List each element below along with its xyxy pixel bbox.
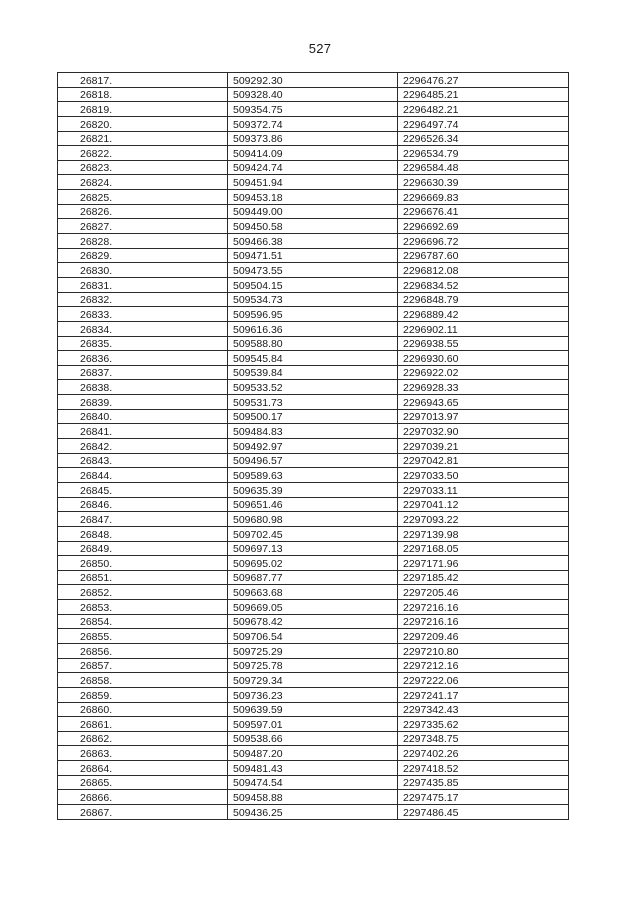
point-number-cell: 26841. [58, 424, 228, 439]
x-coordinate-cell: 509616.36 [228, 321, 398, 336]
y-coordinate-cell: 2296526.34 [398, 131, 569, 146]
x-coordinate-cell: 509669.05 [228, 600, 398, 615]
point-number-cell: 26819. [58, 102, 228, 117]
coordinates-table [57, 72, 569, 820]
y-coordinate-cell: 2296482.21 [398, 102, 569, 117]
point-number-cell: 26832. [58, 292, 228, 307]
table-row [58, 380, 569, 395]
table-row [58, 190, 569, 205]
point-number-cell: 26817. [58, 73, 228, 88]
x-coordinate-cell: 509373.86 [228, 131, 398, 146]
y-coordinate-cell: 2296692.69 [398, 219, 569, 234]
table-row [58, 439, 569, 454]
x-coordinate-cell: 509635.39 [228, 482, 398, 497]
point-number-cell: 26829. [58, 248, 228, 263]
y-coordinate-cell: 2296676.41 [398, 204, 569, 219]
table-row [58, 424, 569, 439]
point-number-cell: 26857. [58, 658, 228, 673]
y-coordinate-cell: 2296787.60 [398, 248, 569, 263]
y-coordinate-cell: 2297216.16 [398, 614, 569, 629]
y-coordinate-cell: 2296848.79 [398, 292, 569, 307]
point-number-cell: 26842. [58, 439, 228, 454]
y-coordinate-cell: 2297093.22 [398, 512, 569, 527]
point-number-cell: 26847. [58, 512, 228, 527]
point-number-cell: 26863. [58, 746, 228, 761]
table-row [58, 160, 569, 175]
x-coordinate-cell: 509639.59 [228, 702, 398, 717]
point-number-cell: 26828. [58, 234, 228, 249]
x-coordinate-cell: 509292.30 [228, 73, 398, 88]
table-row [58, 643, 569, 658]
x-coordinate-cell: 509687.77 [228, 570, 398, 585]
y-coordinate-cell: 2297032.90 [398, 424, 569, 439]
point-number-cell: 26827. [58, 219, 228, 234]
x-coordinate-cell: 509678.42 [228, 614, 398, 629]
table-row [58, 556, 569, 571]
x-coordinate-cell: 509474.54 [228, 775, 398, 790]
point-number-cell: 26846. [58, 497, 228, 512]
x-coordinate-cell: 509596.95 [228, 307, 398, 322]
x-coordinate-cell: 509473.55 [228, 263, 398, 278]
table-row [58, 731, 569, 746]
table-row [58, 717, 569, 732]
table-row [58, 321, 569, 336]
point-number-cell: 26840. [58, 409, 228, 424]
table-row [58, 365, 569, 380]
table-row [58, 248, 569, 263]
x-coordinate-cell: 509539.84 [228, 365, 398, 380]
x-coordinate-cell: 509354.75 [228, 102, 398, 117]
x-coordinate-cell: 509414.09 [228, 146, 398, 161]
page-number: 527 [308, 41, 332, 56]
x-coordinate-cell: 509589.63 [228, 468, 398, 483]
table-row [58, 175, 569, 190]
x-coordinate-cell: 509651.46 [228, 497, 398, 512]
table-row [58, 307, 569, 322]
y-coordinate-cell: 2296930.60 [398, 351, 569, 366]
x-coordinate-cell: 509663.68 [228, 585, 398, 600]
y-coordinate-cell: 2297335.62 [398, 717, 569, 732]
table-row [58, 292, 569, 307]
table-row [58, 761, 569, 776]
x-coordinate-cell: 509725.29 [228, 643, 398, 658]
table-row [58, 73, 569, 88]
table-row [58, 702, 569, 717]
x-coordinate-cell: 509702.45 [228, 526, 398, 541]
point-number-cell: 26854. [58, 614, 228, 629]
x-coordinate-cell: 509545.84 [228, 351, 398, 366]
table-row [58, 805, 569, 820]
y-coordinate-cell: 2296584.48 [398, 160, 569, 175]
y-coordinate-cell: 2296902.11 [398, 321, 569, 336]
y-coordinate-cell: 2297171.96 [398, 556, 569, 571]
x-coordinate-cell: 509680.98 [228, 512, 398, 527]
point-number-cell: 26821. [58, 131, 228, 146]
x-coordinate-cell: 509736.23 [228, 687, 398, 702]
x-coordinate-cell: 509533.52 [228, 380, 398, 395]
point-number-cell: 26866. [58, 790, 228, 805]
y-coordinate-cell: 2297216.16 [398, 600, 569, 615]
point-number-cell: 26843. [58, 453, 228, 468]
y-coordinate-cell: 2297475.17 [398, 790, 569, 805]
y-coordinate-cell: 2297139.98 [398, 526, 569, 541]
x-coordinate-cell: 509484.83 [228, 424, 398, 439]
table-row [58, 775, 569, 790]
x-coordinate-cell: 509481.43 [228, 761, 398, 776]
x-coordinate-cell: 509451.94 [228, 175, 398, 190]
y-coordinate-cell: 2297486.45 [398, 805, 569, 820]
table-row [58, 600, 569, 615]
table-row [58, 219, 569, 234]
table-row [58, 482, 569, 497]
x-coordinate-cell: 509458.88 [228, 790, 398, 805]
table-row [58, 687, 569, 702]
y-coordinate-cell: 2297033.50 [398, 468, 569, 483]
x-coordinate-cell: 509725.78 [228, 658, 398, 673]
point-number-cell: 26844. [58, 468, 228, 483]
table-row [58, 234, 569, 249]
x-coordinate-cell: 509466.38 [228, 234, 398, 249]
y-coordinate-cell: 2297212.16 [398, 658, 569, 673]
table-row [58, 629, 569, 644]
y-coordinate-cell: 2297033.11 [398, 482, 569, 497]
point-number-cell: 26818. [58, 87, 228, 102]
y-coordinate-cell: 2296696.72 [398, 234, 569, 249]
point-number-cell: 26831. [58, 277, 228, 292]
point-number-cell: 26833. [58, 307, 228, 322]
table-row [58, 87, 569, 102]
table-row [58, 277, 569, 292]
y-coordinate-cell: 2296812.08 [398, 263, 569, 278]
y-coordinate-cell: 2296834.52 [398, 277, 569, 292]
y-coordinate-cell: 2296889.42 [398, 307, 569, 322]
table-row [58, 614, 569, 629]
y-coordinate-cell: 2297209.46 [398, 629, 569, 644]
point-number-cell: 26848. [58, 526, 228, 541]
x-coordinate-cell: 509453.18 [228, 190, 398, 205]
point-number-cell: 26820. [58, 116, 228, 131]
point-number-cell: 26823. [58, 160, 228, 175]
x-coordinate-cell: 509597.01 [228, 717, 398, 732]
x-coordinate-cell: 509531.73 [228, 395, 398, 410]
point-number-cell: 26856. [58, 643, 228, 658]
y-coordinate-cell: 2296938.55 [398, 336, 569, 351]
x-coordinate-cell: 509492.97 [228, 439, 398, 454]
table-row [58, 512, 569, 527]
x-coordinate-cell: 509424.74 [228, 160, 398, 175]
point-number-cell: 26858. [58, 673, 228, 688]
y-coordinate-cell: 2297222.06 [398, 673, 569, 688]
y-coordinate-cell: 2296943.65 [398, 395, 569, 410]
point-number-cell: 26825. [58, 190, 228, 205]
table-row [58, 570, 569, 585]
x-coordinate-cell: 509450.58 [228, 219, 398, 234]
table-row [58, 746, 569, 761]
y-coordinate-cell: 2296928.33 [398, 380, 569, 395]
table-row [58, 541, 569, 556]
point-number-cell: 26830. [58, 263, 228, 278]
x-coordinate-cell: 509504.15 [228, 277, 398, 292]
y-coordinate-cell: 2297342.43 [398, 702, 569, 717]
coordinates-table-body [58, 73, 569, 820]
table-row [58, 673, 569, 688]
table-row [58, 468, 569, 483]
point-number-cell: 26860. [58, 702, 228, 717]
table-row [58, 204, 569, 219]
table-row [58, 453, 569, 468]
table-row [58, 146, 569, 161]
table-row [58, 395, 569, 410]
x-coordinate-cell: 509496.57 [228, 453, 398, 468]
point-number-cell: 26837. [58, 365, 228, 380]
point-number-cell: 26851. [58, 570, 228, 585]
table-row [58, 102, 569, 117]
y-coordinate-cell: 2297435.85 [398, 775, 569, 790]
table-row [58, 336, 569, 351]
point-number-cell: 26849. [58, 541, 228, 556]
table-row [58, 526, 569, 541]
y-coordinate-cell: 2296922.02 [398, 365, 569, 380]
y-coordinate-cell: 2296476.27 [398, 73, 569, 88]
point-number-cell: 26839. [58, 395, 228, 410]
table-row [58, 585, 569, 600]
point-number-cell: 26822. [58, 146, 228, 161]
point-number-cell: 26864. [58, 761, 228, 776]
y-coordinate-cell: 2296534.79 [398, 146, 569, 161]
point-number-cell: 26862. [58, 731, 228, 746]
y-coordinate-cell: 2297210.80 [398, 643, 569, 658]
y-coordinate-cell: 2296497.74 [398, 116, 569, 131]
y-coordinate-cell: 2297185.42 [398, 570, 569, 585]
table-row [58, 263, 569, 278]
point-number-cell: 26838. [58, 380, 228, 395]
y-coordinate-cell: 2297039.21 [398, 439, 569, 454]
x-coordinate-cell: 509706.54 [228, 629, 398, 644]
y-coordinate-cell: 2296630.39 [398, 175, 569, 190]
x-coordinate-cell: 509436.25 [228, 805, 398, 820]
point-number-cell: 26852. [58, 585, 228, 600]
y-coordinate-cell: 2296669.83 [398, 190, 569, 205]
x-coordinate-cell: 509695.02 [228, 556, 398, 571]
point-number-cell: 26845. [58, 482, 228, 497]
x-coordinate-cell: 509328.40 [228, 87, 398, 102]
x-coordinate-cell: 509487.20 [228, 746, 398, 761]
y-coordinate-cell: 2297348.75 [398, 731, 569, 746]
point-number-cell: 26826. [58, 204, 228, 219]
table-row [58, 497, 569, 512]
y-coordinate-cell: 2297168.05 [398, 541, 569, 556]
table-row [58, 351, 569, 366]
point-number-cell: 26859. [58, 687, 228, 702]
point-number-cell: 26853. [58, 600, 228, 615]
x-coordinate-cell: 509534.73 [228, 292, 398, 307]
point-number-cell: 26855. [58, 629, 228, 644]
y-coordinate-cell: 2297418.52 [398, 761, 569, 776]
y-coordinate-cell: 2297013.97 [398, 409, 569, 424]
point-number-cell: 26867. [58, 805, 228, 820]
y-coordinate-cell: 2297241.17 [398, 687, 569, 702]
y-coordinate-cell: 2297041.12 [398, 497, 569, 512]
x-coordinate-cell: 509500.17 [228, 409, 398, 424]
x-coordinate-cell: 509372.74 [228, 116, 398, 131]
x-coordinate-cell: 509538.66 [228, 731, 398, 746]
table-row [58, 790, 569, 805]
point-number-cell: 26865. [58, 775, 228, 790]
point-number-cell: 26834. [58, 321, 228, 336]
point-number-cell: 26861. [58, 717, 228, 732]
y-coordinate-cell: 2297042.81 [398, 453, 569, 468]
y-coordinate-cell: 2296485.21 [398, 87, 569, 102]
x-coordinate-cell: 509588.80 [228, 336, 398, 351]
x-coordinate-cell: 509697.13 [228, 541, 398, 556]
table-row [58, 131, 569, 146]
point-number-cell: 26835. [58, 336, 228, 351]
point-number-cell: 26850. [58, 556, 228, 571]
x-coordinate-cell: 509471.51 [228, 248, 398, 263]
y-coordinate-cell: 2297205.46 [398, 585, 569, 600]
point-number-cell: 26836. [58, 351, 228, 366]
point-number-cell: 26824. [58, 175, 228, 190]
table-row [58, 116, 569, 131]
x-coordinate-cell: 509729.34 [228, 673, 398, 688]
x-coordinate-cell: 509449.00 [228, 204, 398, 219]
y-coordinate-cell: 2297402.26 [398, 746, 569, 761]
table-row [58, 658, 569, 673]
table-row [58, 409, 569, 424]
